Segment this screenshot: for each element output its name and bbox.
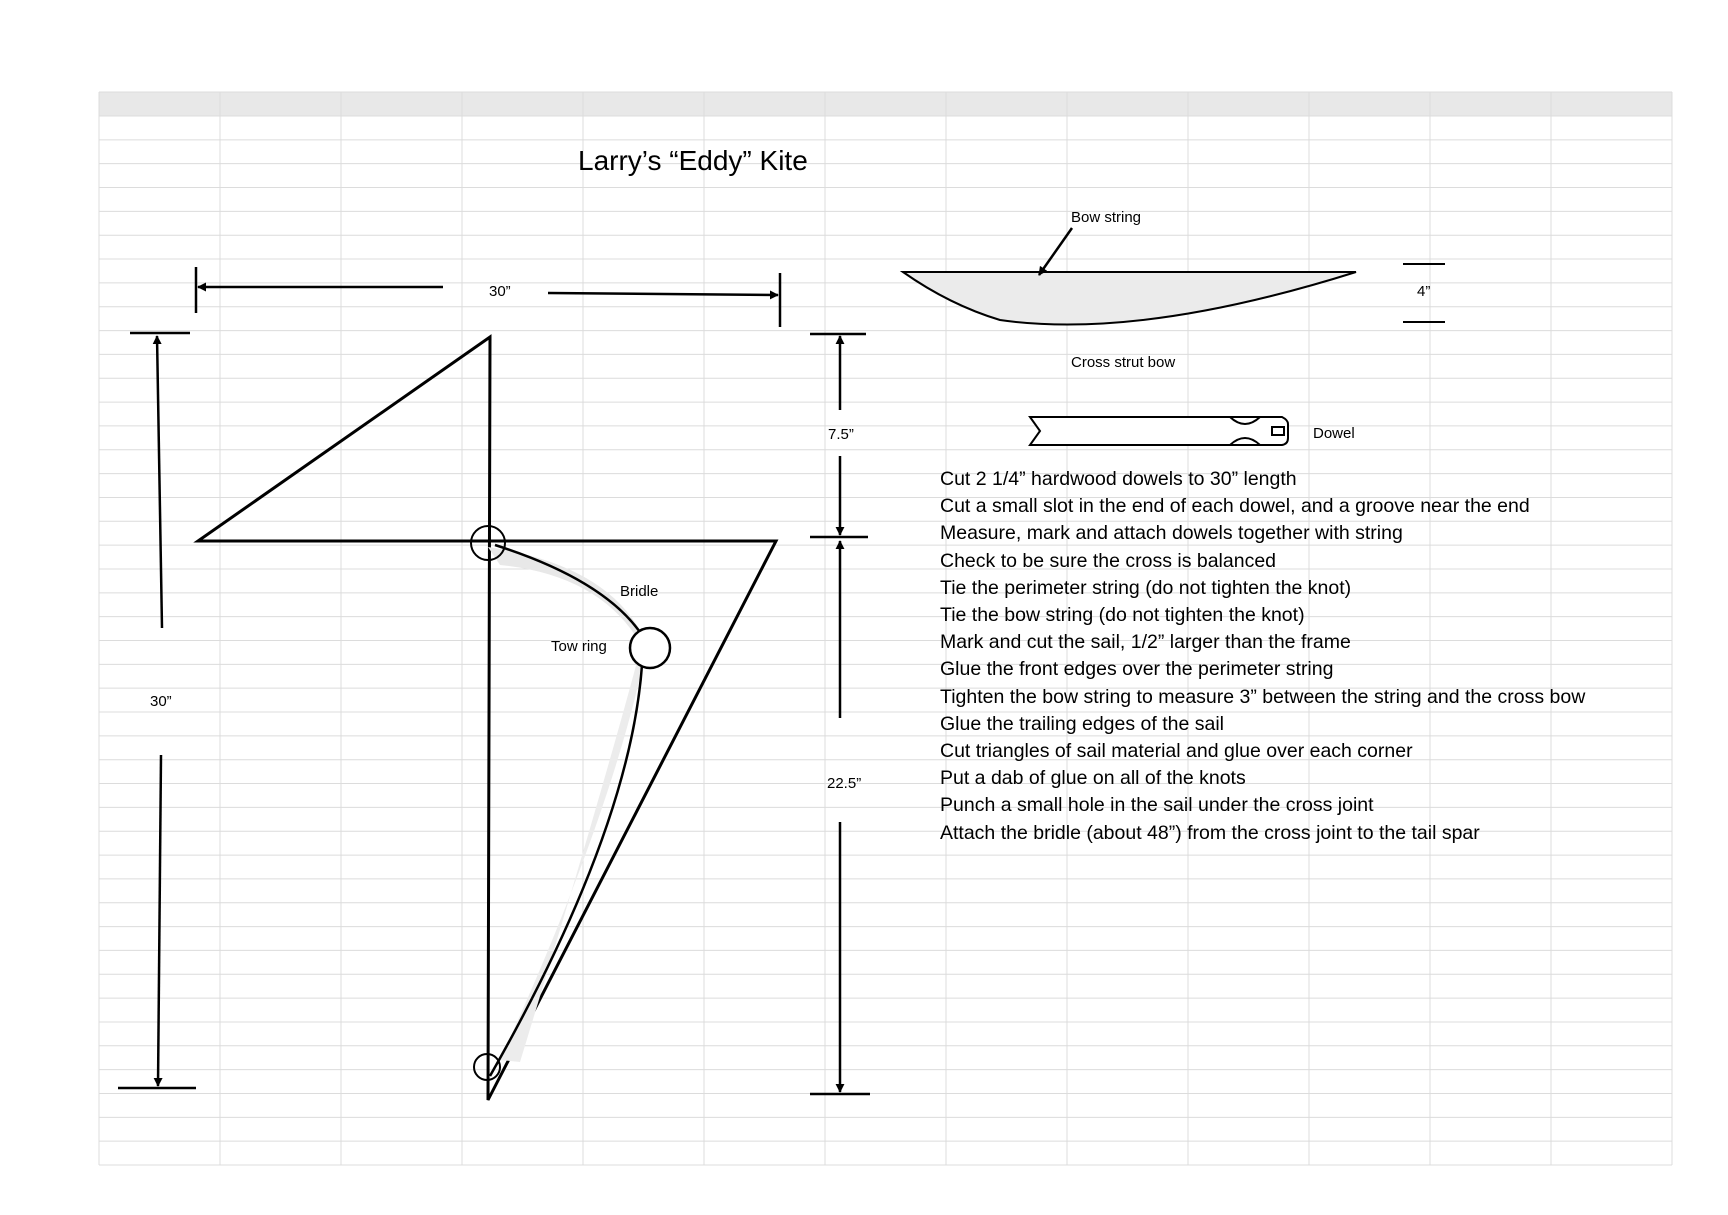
kite-diagram: [198, 337, 776, 1100]
page-title: Larry’s “Eddy” Kite: [578, 145, 808, 176]
upper-dimension-label: 7.5”: [828, 426, 854, 443]
instruction-step: Attach the bridle (about 48”) from the cross joint to the tail spar: [940, 821, 1480, 844]
instruction-step: Check to be sure the cross is balanced: [940, 549, 1277, 572]
dowel-slot: [1272, 427, 1284, 435]
instruction-step: Cut a small slot in the end of each dowel, and a groove near the end: [940, 495, 1530, 518]
bow-depth-label: 4”: [1417, 283, 1431, 300]
cross-strut-bow-label: Cross strut bow: [1071, 354, 1176, 371]
bridle-shadow-lower: [500, 655, 645, 1062]
bow-string-label: Bow string: [1071, 209, 1142, 226]
height-arrow-bottom: [158, 755, 161, 1086]
height-arrow-top: [157, 336, 162, 628]
instruction-step: Mark and cut the sail, 1/2” larger than the frame: [940, 631, 1351, 654]
instruction-step: Tighten the bow string to measure 3” between the string and the cross bow: [940, 685, 1586, 708]
tow-ring-icon: [630, 628, 670, 668]
instruction-step: Glue the trailing edges of the sail: [940, 712, 1225, 735]
instruction-list: [940, 466, 1585, 847]
grid-header-row: [99, 92, 1672, 116]
instruction-step: Tie the perimeter string (do not tighten the knot): [940, 576, 1352, 599]
width-dimension-label: 30”: [489, 283, 511, 300]
instruction-step: Tie the bow string (do not tighten the knot): [940, 604, 1305, 627]
instruction-step: Glue the front edges over the perimeter string: [940, 658, 1334, 681]
bow-shape: [903, 272, 1356, 325]
dimension-lines: [118, 267, 870, 1094]
cross-strut-bow-diagram: [903, 228, 1445, 325]
instruction-step: Put a dab of glue on all of the knots: [940, 767, 1246, 790]
instruction-step: Cut triangles of sail material and glue over each corner: [940, 740, 1413, 763]
dowel-diagram: [1030, 417, 1288, 445]
instruction-step: Cut 2 1/4” hardwood dowels to 30” length: [940, 468, 1297, 490]
kite-outline: [198, 337, 776, 1100]
dowel-body: [1030, 417, 1288, 445]
tow-ring-label: Tow ring: [551, 638, 607, 655]
height-dimension-label: 30”: [150, 693, 172, 710]
instruction-step: Measure, mark and attach dowels together with string: [940, 522, 1403, 545]
lower-dimension-label: 22.5”: [827, 775, 862, 792]
instruction-step: Punch a small hole in the sail under the cross joint: [940, 794, 1374, 817]
bridle-label: Bridle: [620, 583, 659, 600]
dowel-label: Dowel: [1313, 425, 1355, 442]
